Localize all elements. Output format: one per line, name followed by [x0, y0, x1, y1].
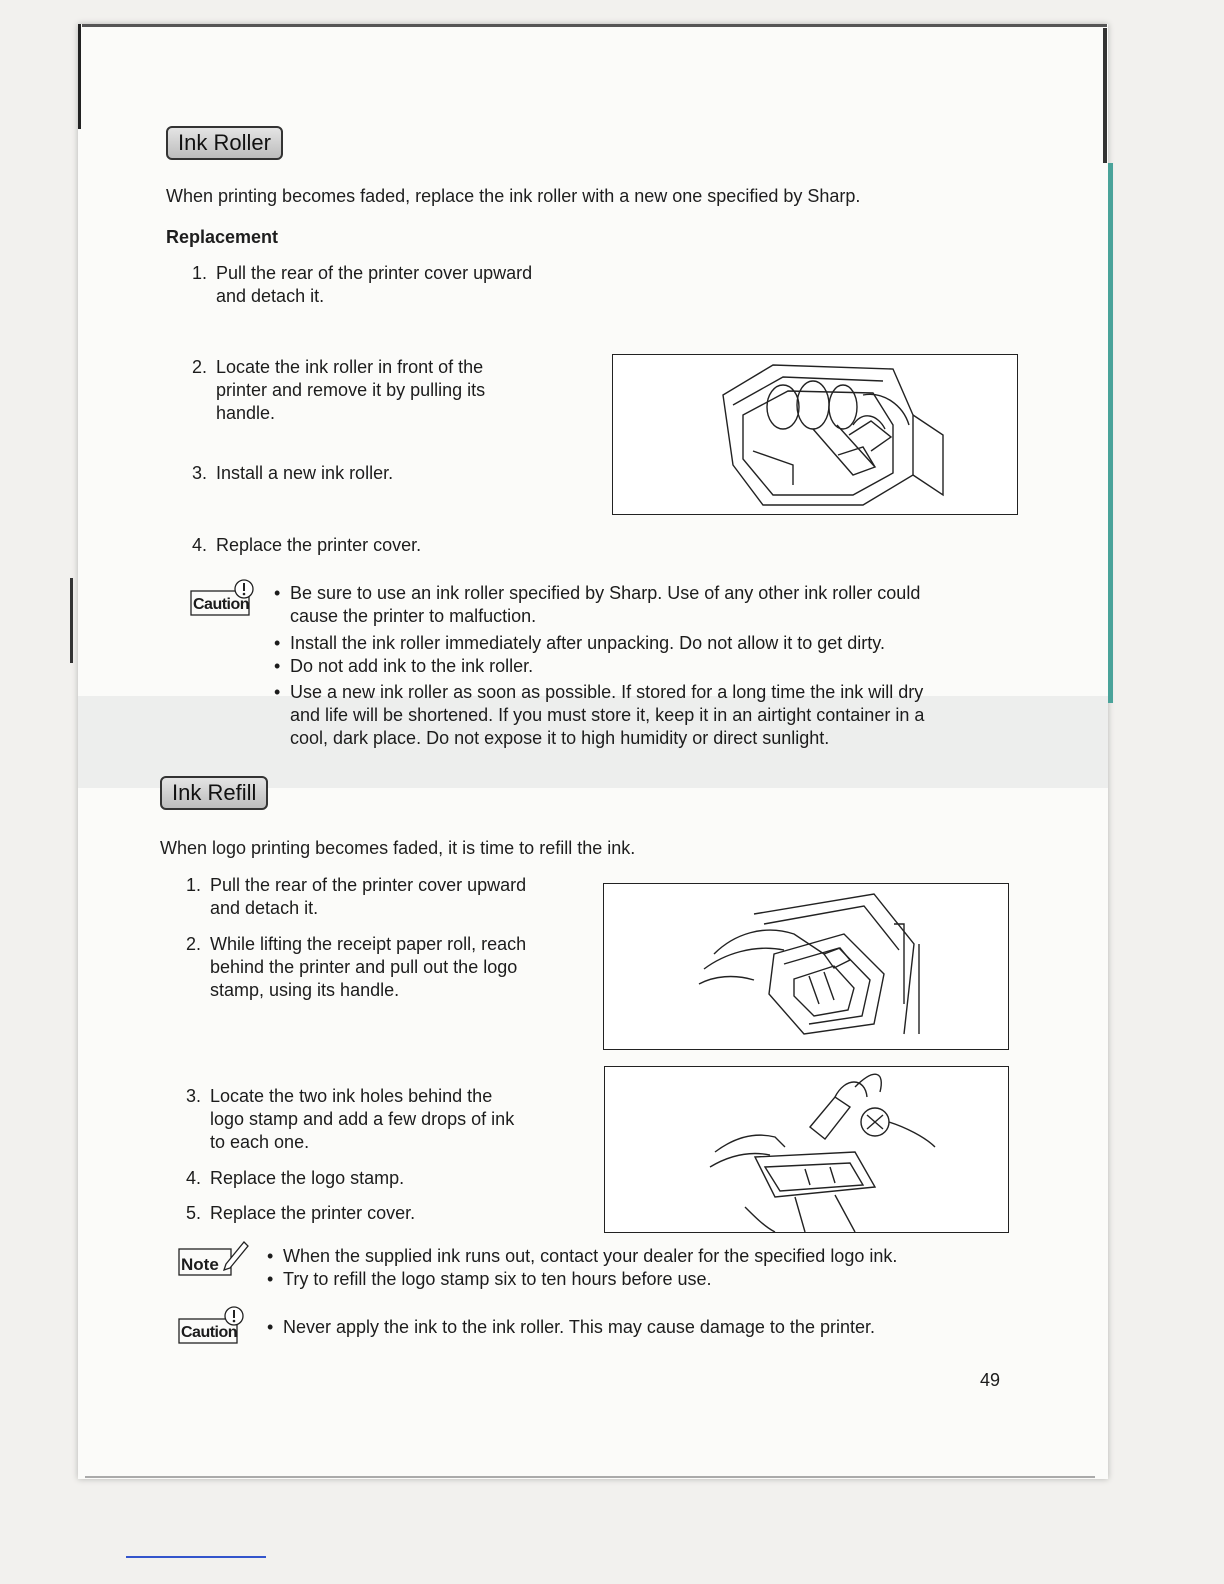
ink-roller-heading: Ink Roller	[166, 126, 283, 160]
page-number: 49	[980, 1370, 1001, 1390]
printer-ink-roller-icon	[613, 355, 1017, 514]
ink-dropper-icon	[605, 1067, 1008, 1232]
ink-roller-illustration	[612, 354, 1018, 515]
scan-link-underline	[126, 1556, 266, 1558]
page-right-edge	[1103, 28, 1107, 163]
ink-refill-illustration	[604, 1066, 1009, 1233]
page-bottom-edge	[85, 1476, 1095, 1478]
note-badge: Note	[178, 1236, 250, 1283]
teal-bleed-line	[1108, 163, 1113, 703]
printer-logo-stamp-icon	[604, 884, 1008, 1049]
page-left-edge-mark	[70, 578, 73, 663]
ink-roller-intro: When printing becomes faded, replace the ink roller with a new one specified by Sharp.	[166, 186, 861, 206]
logo-stamp-removal-illustration	[603, 883, 1009, 1050]
page-top-edge	[82, 24, 1107, 27]
replacement-subheading: Replacement	[166, 227, 279, 247]
page-left-edge	[78, 24, 81, 129]
caution-badge: Caution	[178, 1304, 250, 1351]
ink-refill-intro: When logo printing becomes faded, it is time to refill the ink.	[160, 838, 636, 858]
ink-refill-heading: Ink Refill	[160, 776, 268, 810]
caution-badge: Caution	[190, 578, 262, 623]
